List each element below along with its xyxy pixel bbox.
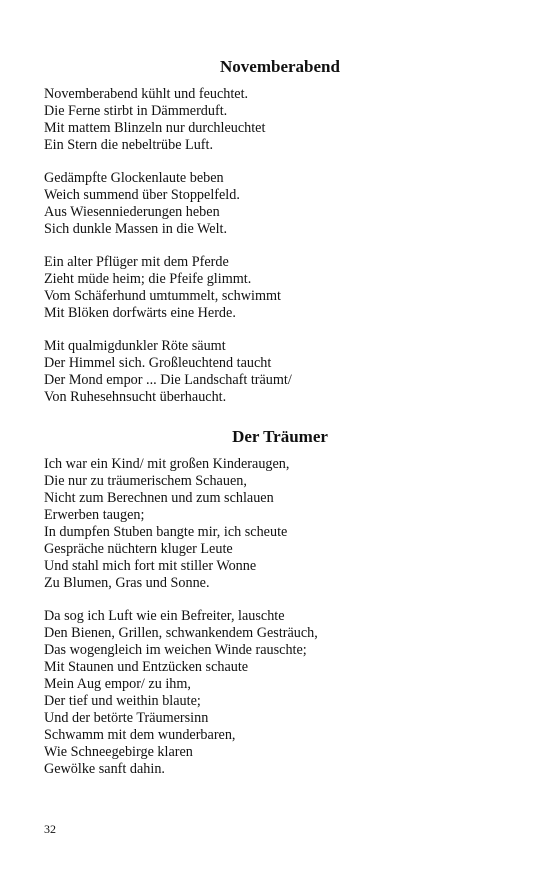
- poem-line: Der Himmel sich. Großleuchtend taucht: [44, 355, 272, 371]
- stanza: [44, 456, 494, 592]
- poem-line: Ein Stern die nebeltrübe Luft.: [44, 137, 214, 153]
- poem-line: Vom Schäferhund umtummelt, schwimmt: [44, 288, 281, 304]
- stanza: [44, 608, 494, 778]
- poem-line: Schwamm mit dem wunderbaren,: [44, 727, 236, 743]
- page-body: [44, 56, 494, 794]
- poem-line: Ich war ein Kind/ mit großen Kinderaugen,: [44, 456, 290, 472]
- poem-line: Mit Blöken dorfwärts eine Herde.: [44, 305, 236, 321]
- poem-title: Novemberabend: [220, 57, 340, 76]
- poem-line: Das wogengleich im weichen Winde rauschte;: [44, 642, 307, 658]
- poem-line: Novemberabend kühlt und feuchtet.: [44, 86, 249, 102]
- poem-line: Mit mattem Blinzeln nur durchleuchtet: [44, 120, 266, 136]
- poem-line: Da sog ich Luft wie ein Befreiter, lauschte: [44, 608, 285, 624]
- stanza: [44, 170, 494, 238]
- poem-line: Weich summend über Stoppelfeld.: [44, 187, 240, 203]
- poem-line: Sich dunkle Massen in die Welt.: [44, 221, 228, 237]
- poem-line: Der tief und weithin blaute;: [44, 693, 201, 709]
- poem-line: Zieht müde heim; die Pfeife glimmt.: [44, 271, 252, 287]
- poem-line: Gewölke sanft dahin.: [44, 761, 165, 777]
- poem-line: Den Bienen, Grillen, schwankendem Gesträuch,: [44, 625, 318, 641]
- poem-line: Erwerben taugen;: [44, 507, 145, 523]
- poem-line: Gespräche nüchtern kluger Leute: [44, 541, 233, 557]
- stanza: [44, 338, 494, 406]
- stanza: [44, 86, 494, 154]
- poem-line: Nicht zum Berechnen und zum schlauen: [44, 490, 274, 506]
- poem-line: Und der betörte Träumersinn: [44, 710, 209, 726]
- poem-line: Und stahl mich fort mit stiller Wonne: [44, 558, 257, 574]
- stanza: [44, 254, 494, 322]
- page-number: 32: [44, 822, 56, 836]
- poem-line: Von Ruhesehnsucht überhaucht.: [44, 389, 227, 405]
- poem-line: Mein Aug empor/ zu ihm,: [44, 676, 191, 692]
- poem-line: Die nur zu träumerischem Schauen,: [44, 473, 247, 489]
- poem-line: Gedämpfte Glockenlaute beben: [44, 170, 224, 186]
- poem-line: Der Mond empor ... Die Landschaft träumt/: [44, 372, 292, 388]
- poem-line: Mit qualmigdunkler Röte säumt: [44, 338, 226, 354]
- poem-line: Die Ferne stirbt in Dämmerduft.: [44, 103, 228, 119]
- poem-line: Mit Staunen und Entzücken schaute: [44, 659, 249, 675]
- poem-line: Ein alter Pflüger mit dem Pferde: [44, 254, 229, 270]
- poem-title: Der Träumer: [232, 427, 328, 446]
- poem-line: Aus Wiesenniederungen heben: [44, 204, 220, 220]
- poem-line: Zu Blumen, Gras und Sonne.: [44, 575, 210, 591]
- poem-line: Wie Schneegebirge klaren: [44, 744, 193, 760]
- poem-line: In dumpfen Stuben bangte mir, ich scheute: [44, 524, 288, 540]
- poems-container: [44, 56, 494, 778]
